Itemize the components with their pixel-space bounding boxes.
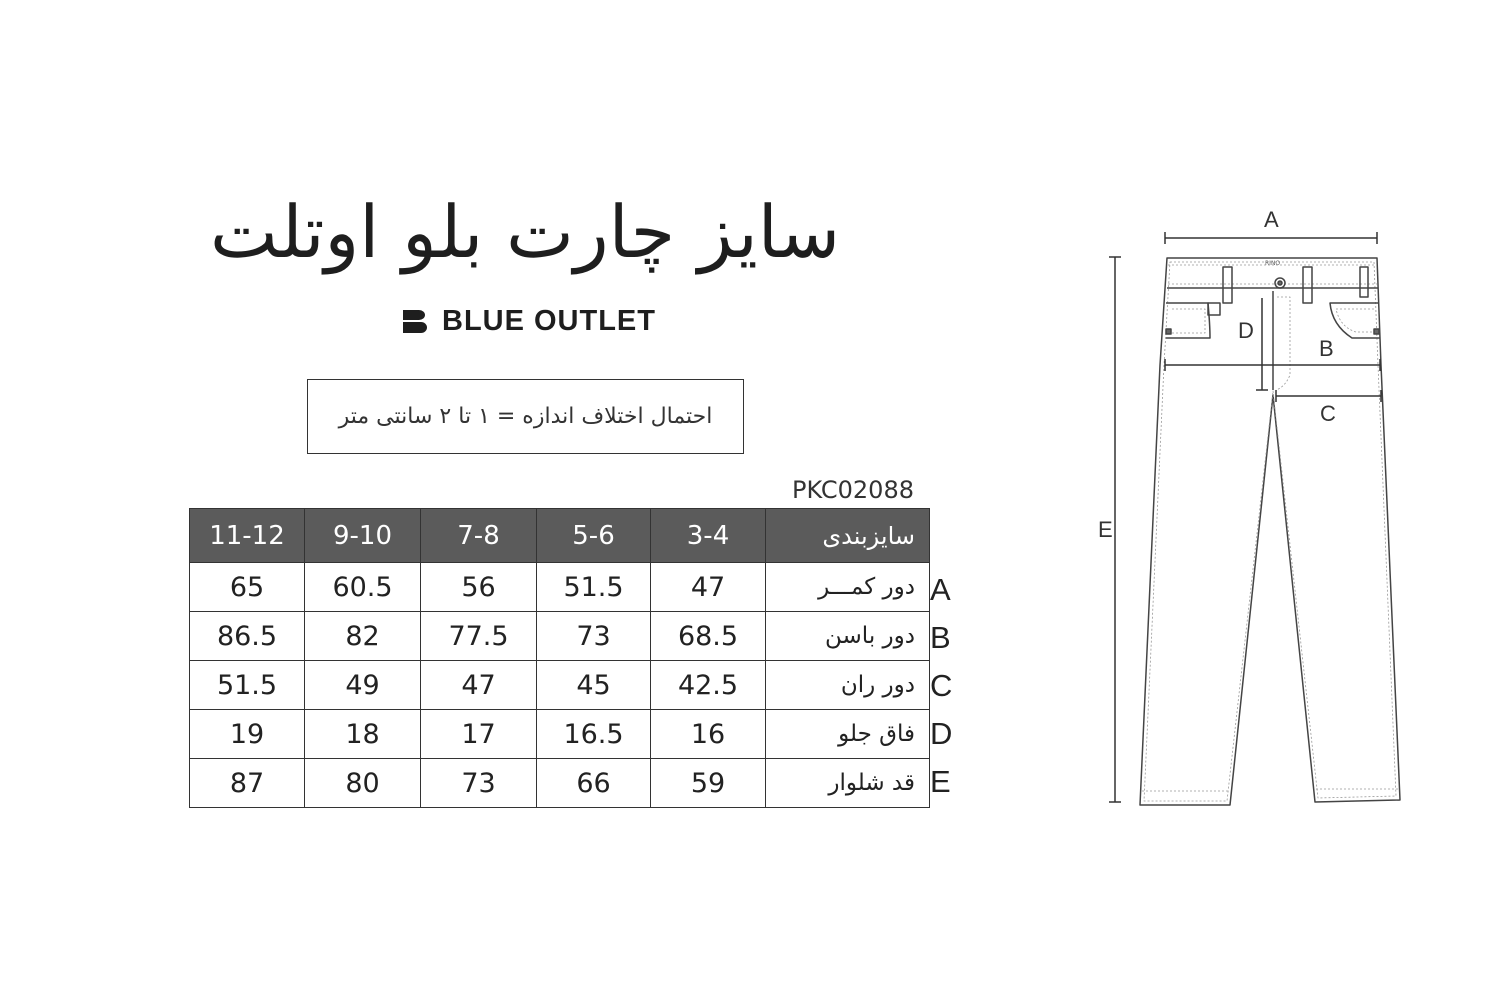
row-letters — [930, 566, 952, 806]
table-cell: 73 — [421, 759, 537, 808]
table-header-row — [190, 509, 930, 563]
table-cell: 19 — [190, 710, 305, 759]
row-letter: D — [930, 716, 953, 751]
pants-measurement-icon — [1090, 205, 1410, 815]
table-cell: 60.5 — [305, 563, 421, 612]
waistband-tag-text: RINO — [1265, 260, 1281, 267]
table-cell: 16.5 — [537, 710, 651, 759]
table-cell: 51.5 — [537, 563, 651, 612]
table-cell: 45 — [537, 661, 651, 710]
row-label: دور کمـــر — [766, 563, 930, 612]
brand-name: BLUE OUTLET — [442, 304, 656, 337]
table-cell: 42.5 — [651, 661, 766, 710]
size-table — [189, 508, 930, 808]
pants-outline — [1140, 258, 1400, 805]
row-label: فاق جلو — [766, 710, 930, 759]
product-code: PKC02088 — [791, 476, 914, 504]
row-letter: C — [930, 668, 953, 703]
size-header: 7-8 — [421, 509, 537, 563]
table-cell: 17 — [421, 710, 537, 759]
table-cell: 66 — [537, 759, 651, 808]
table-cell: 73 — [537, 612, 651, 661]
row-label: دور باسن — [766, 612, 930, 661]
table-cell: 18 — [305, 710, 421, 759]
table-cell: 82 — [305, 612, 421, 661]
table-cell: 47 — [421, 661, 537, 710]
dimension-d-line — [1256, 298, 1268, 390]
blue-outlet-logo-icon — [402, 308, 430, 334]
row-label: دور ران — [766, 661, 930, 710]
table-cell: 77.5 — [421, 612, 537, 661]
size-label-header: سایزبندی — [766, 509, 930, 563]
table-cell: 86.5 — [190, 612, 305, 661]
dimension-b-label: B — [1319, 336, 1334, 361]
table-cell: 87 — [190, 759, 305, 808]
dimension-a-label: A — [1264, 207, 1279, 232]
table-cell: 59 — [651, 759, 766, 808]
table-cell: 47 — [651, 563, 766, 612]
dimension-e-label: E — [1098, 517, 1113, 542]
table-cell: 68.5 — [651, 612, 766, 661]
tolerance-note: احتمال اختلاف اندازه = ۱ تا ۲ سانتی متر — [307, 379, 744, 454]
page-title: سایز چارت بلو اوتلت — [209, 190, 841, 274]
table-row — [190, 563, 930, 612]
row-label: قد شلوار — [766, 759, 930, 808]
table-row — [190, 710, 930, 759]
row-letter: E — [930, 764, 951, 799]
table-cell: 80 — [305, 759, 421, 808]
table-row — [190, 661, 930, 710]
dimension-c-label: C — [1320, 401, 1336, 426]
table-row — [190, 612, 930, 661]
table-cell: 56 — [421, 563, 537, 612]
dimension-d-label: D — [1238, 318, 1254, 343]
brand — [402, 303, 656, 339]
size-header: 9-10 — [305, 509, 421, 563]
table-cell: 51.5 — [190, 661, 305, 710]
row-letter: B — [930, 620, 951, 655]
table-row — [190, 759, 930, 808]
table-cell: 16 — [651, 710, 766, 759]
size-header: 5-6 — [537, 509, 651, 563]
table-cell: 49 — [305, 661, 421, 710]
row-letter: A — [930, 572, 951, 607]
dimension-a-line — [1165, 232, 1377, 244]
size-header: 3-4 — [651, 509, 766, 563]
table-cell: 65 — [190, 563, 305, 612]
size-header: 11-12 — [190, 509, 305, 563]
